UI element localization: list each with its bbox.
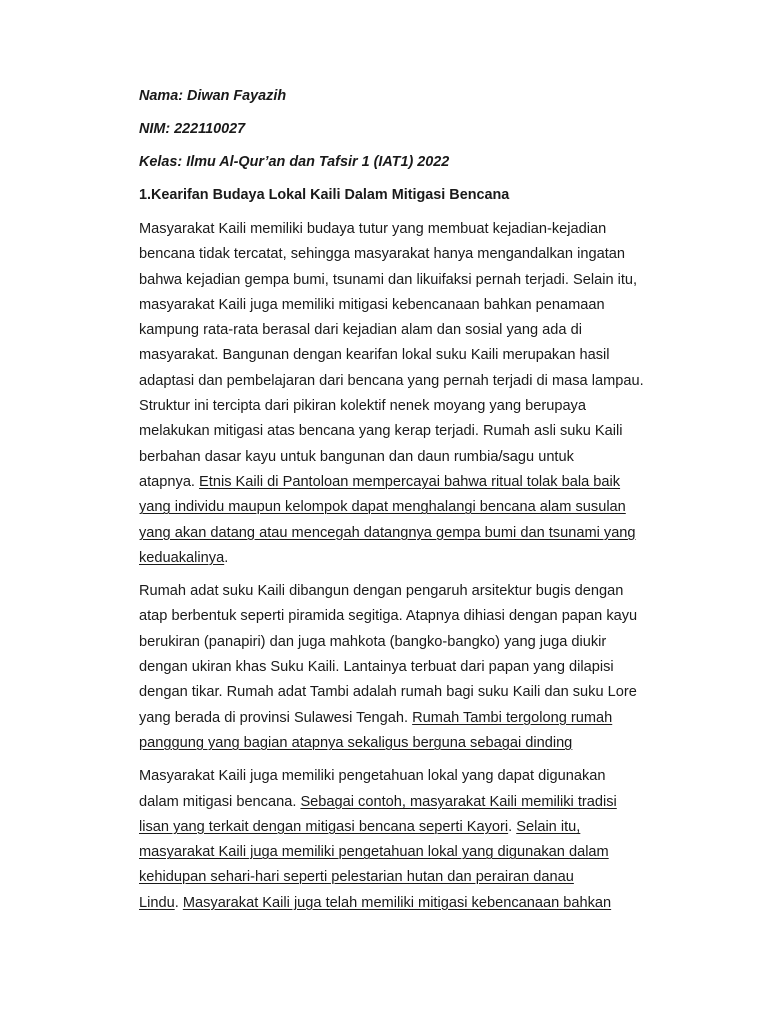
text-line — [139, 706, 679, 731]
text-run: adaptasi dan pembelajaran dari bencana yang pernah terjadi di masa lampau. — [139, 372, 644, 389]
text-line — [139, 318, 679, 343]
underlined-text: Etnis Kaili di Pantoloan mempercayai bahwa ritual tolak bala baik — [199, 473, 621, 490]
text-line — [139, 268, 679, 293]
text-run: Struktur ini tercipta dari pikiran kolektif nenek moyang yang berupaya — [139, 398, 586, 415]
text-line — [139, 604, 679, 629]
text-run: Masyarakat Kaili juga memiliki pengetahuan lokal yang dapat digunakan — [139, 768, 606, 785]
text-run: . — [508, 818, 517, 835]
text-line — [139, 242, 679, 267]
underlined-text: kehidupan sehari-hari seperti pelestarian hutan dan perairan danau — [139, 869, 574, 886]
text-line — [139, 419, 679, 444]
text-run: atap berbentuk seperti piramida segitiga. Atapnya dihiasi dengan papan kayu — [139, 608, 638, 625]
text-line — [139, 343, 679, 368]
underlined-text: yang akan datang atau mencegah datangnya gempa bumi dan tsunami yang — [139, 524, 636, 541]
text-line — [139, 891, 679, 916]
text-line — [139, 445, 679, 470]
underlined-text: yang individu maupun kelompok dapat menghalangi bencana alam susulan — [139, 499, 626, 516]
text-run: berukiran (panapiri) dan juga mahkota (bangko-bangko) yang juga diukir — [139, 633, 607, 650]
text-run: berbahan dasar kayu untuk bangunan dan daun rumbia/sagu untuk — [139, 448, 574, 465]
student-class: Kelas: Ilmu Al-Qur’an dan Tafsir 1 (IAT1) 2022 — [139, 154, 450, 170]
text-run: dalam mitigasi bencana. — [139, 793, 301, 810]
underlined-text: Masyarakat Kaili juga telah memiliki mitigasi kebencanaan bahkan — [182, 894, 612, 911]
text-line — [139, 394, 679, 419]
paragraph-2 — [139, 579, 679, 756]
text-line — [139, 655, 679, 680]
text-line — [139, 840, 679, 865]
text-line — [139, 293, 679, 318]
text-run: Rumah adat suku Kaili dibangun dengan pengaruh arsitektur bugis dengan — [139, 583, 624, 600]
text-line — [139, 470, 679, 495]
paragraph-1 — [139, 217, 679, 571]
text-run: yang berada di provinsi Sulawesi Tengah. — [139, 709, 413, 726]
text-run: masyarakat. Bangunan dengan kearifan lokal suku Kaili merupakan hasil — [139, 347, 610, 364]
text-run: kampung rata-rata berasal dari kejadian alam dan sosial yang ada di — [139, 322, 582, 339]
text-line — [139, 521, 679, 546]
text-line — [139, 495, 679, 520]
text-line — [139, 217, 679, 242]
text-line — [139, 815, 679, 840]
text-run: . — [224, 549, 229, 566]
student-nim: NIM: 222110027 — [139, 121, 246, 137]
text-line — [139, 546, 679, 571]
underlined-text: Selain itu, — [516, 818, 581, 835]
text-line — [139, 369, 679, 394]
text-run: dengan tikar. Rumah adat Tambi adalah rumah bagi suku Kaili dan suku Lore — [139, 684, 637, 701]
text-run: bahwa kejadian gempa bumi, tsunami dan likuifaksi pernah terjadi. Selain itu, — [139, 271, 638, 288]
text-line — [139, 865, 679, 890]
underlined-text: lisan yang terkait dengan mitigasi bencana seperti Kayori — [139, 818, 509, 835]
underlined-text: keduakalinya — [139, 549, 225, 566]
text-line — [139, 680, 679, 705]
underlined-text: Lindu — [139, 894, 175, 911]
section-heading: 1.Kearifan Budaya Lokal Kaili Dalam Mitigasi Bencana — [139, 187, 510, 203]
text-line — [139, 764, 679, 789]
underlined-text: Rumah Tambi tergolong rumah — [412, 709, 613, 726]
paragraph-3 — [139, 764, 679, 916]
underlined-text: panggung yang bagian atapnya sekaligus berguna sebagai dinding — [139, 734, 573, 751]
text-line — [139, 630, 679, 655]
text-line — [139, 579, 679, 604]
text-run: Masyarakat Kaili memiliki budaya tutur yang membuat kejadian-kejadian — [139, 221, 607, 237]
student-name: Nama: Diwan Fayazih — [139, 88, 287, 104]
text-run: masyarakat Kaili juga memiliki mitigasi kebencanaan bahkan penamaan — [139, 296, 605, 313]
text-line — [139, 731, 679, 756]
text-line — [139, 790, 679, 815]
underlined-text: Sebagai contoh, masyarakat Kaili memiliki tradisi — [300, 793, 617, 810]
text-run: melakukan mitigasi atas bencana yang kerap terjadi. Rumah asli suku Kaili — [139, 423, 623, 440]
text-run: atapnya. — [139, 473, 200, 490]
underlined-text: masyarakat Kaili juga memiliki pengetahuan lokal yang digunakan dalam — [139, 844, 609, 861]
text-column — [139, 86, 679, 916]
text-run: . — [174, 894, 183, 911]
text-run: bencana tidak tercatat, sehingga masyarakat hanya mengandalkan ingatan — [139, 246, 625, 263]
text-run: dengan ukiran khas Suku Kaili. Lantainya terbuat dari papan yang dilapisi — [139, 659, 614, 676]
